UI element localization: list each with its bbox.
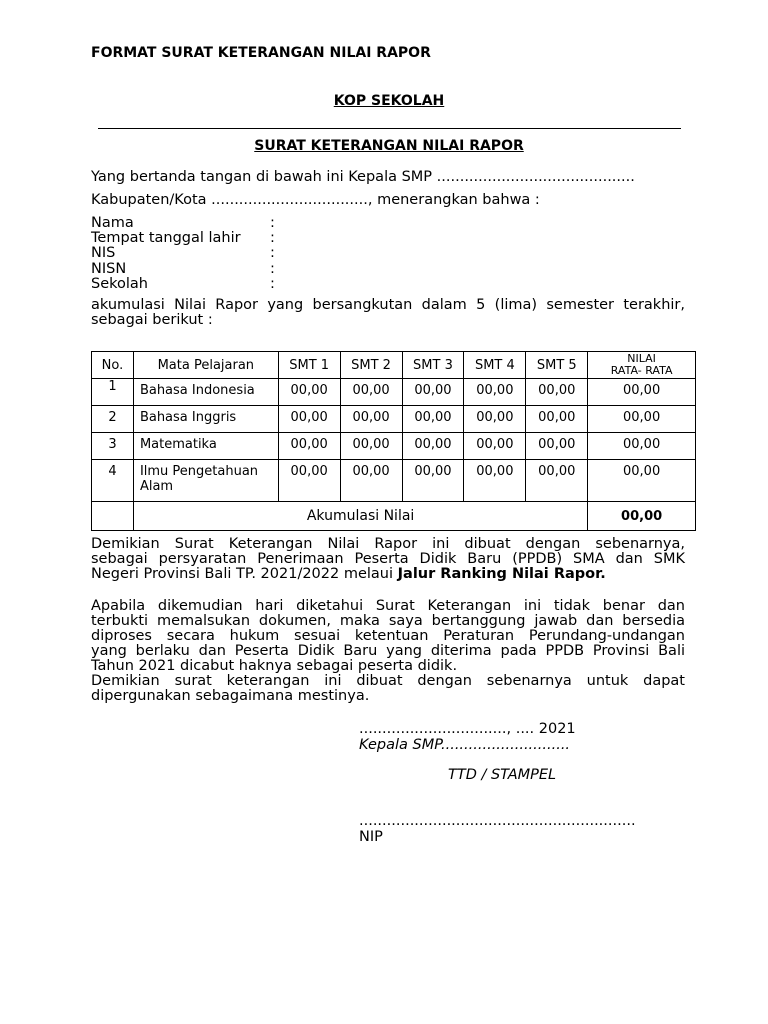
cell-subject xyxy=(133,460,278,502)
cell-smt2: 00,00 xyxy=(340,433,402,460)
cell-average: 00,00 xyxy=(588,433,696,460)
cell-subject: Bahasa Indonesia xyxy=(133,379,278,406)
total-value: 00,00 xyxy=(588,502,696,531)
paragraph-line: dipergunakan sebagaimana mestinya. xyxy=(91,688,370,704)
signature-name-line: ............................................................ xyxy=(359,813,636,829)
cell-subject-line: Ilmu Pengetahuan xyxy=(139,464,259,479)
signature-stamp-placeholder: TTD / STAMPEL xyxy=(448,767,557,783)
header-average-line2: RATA- RATA xyxy=(610,364,673,377)
table-row xyxy=(92,433,696,460)
cell-no: 2 xyxy=(92,406,134,433)
declaration-paragraph xyxy=(91,599,685,704)
cell-empty xyxy=(92,502,134,531)
cell-smt4: 00,00 xyxy=(464,379,526,406)
cell-smt5: 00,00 xyxy=(526,406,588,433)
identity-colon: : xyxy=(270,245,275,261)
signature-place-date: ................................, .... 2021 xyxy=(359,721,576,737)
cell-smt5: 00,00 xyxy=(526,460,588,502)
cell-smt2: 00,00 xyxy=(340,460,402,502)
intro-line-principal: Yang bertanda tangan di bawah ini Kepala SMP ........................................... xyxy=(91,169,635,185)
paragraph-line: sebagai berikut : xyxy=(91,312,213,328)
school-letterhead-heading: KOP SEKOLAH xyxy=(333,93,445,109)
identity-label-ttl: Tempat tanggal lahir xyxy=(91,230,241,246)
identity-label-nis: NIS xyxy=(91,245,116,261)
header-smt3: SMT 3 xyxy=(402,352,464,379)
paragraph-line: akumulasi Nilai Rapor yang bersangkutan dalam 5 (lima) semester terakhir, xyxy=(91,297,685,313)
cell-smt1: 00,00 xyxy=(278,406,340,433)
cell-no: 3 xyxy=(92,433,134,460)
cell-subject: Matematika xyxy=(133,433,278,460)
cell-subject: Bahasa Inggris xyxy=(133,406,278,433)
identity-colon: : xyxy=(270,230,275,246)
header-smt4: SMT 4 xyxy=(464,352,526,379)
identity-colon: : xyxy=(270,276,275,292)
identity-colon: : xyxy=(270,215,275,231)
cell-subject-line: Alam xyxy=(139,479,174,494)
cell-average: 00,00 xyxy=(588,406,696,433)
paragraph-line: Tahun 2021 dicabut haknya sebagai peserta didik. xyxy=(91,658,458,674)
cell-smt1: 00,00 xyxy=(278,460,340,502)
header-no: No. xyxy=(92,352,134,379)
cell-average: 00,00 xyxy=(588,379,696,406)
cell-average: 00,00 xyxy=(588,460,696,502)
identity-label-nisn: NISN xyxy=(91,261,127,277)
header-smt2: SMT 2 xyxy=(340,352,402,379)
total-label: Akumulasi Nilai xyxy=(133,502,587,531)
paragraph-line: Apabila dikemudian hari diketahui Surat Keterangan ini tidak benar dan xyxy=(91,598,685,614)
cell-smt5: 00,00 xyxy=(526,433,588,460)
letter-title: SURAT KETERANGAN NILAI RAPOR xyxy=(254,138,524,154)
cell-smt1: 00,00 xyxy=(278,433,340,460)
paragraph-line: diproses secara hukum sesuai ketentuan Peraturan Perundang-undangan xyxy=(91,628,685,644)
paragraph-line: Demikian Surat Keterangan Nilai Rapor ini dibuat dengan sebenarnya, xyxy=(91,536,685,552)
cell-smt3: 00,00 xyxy=(402,433,464,460)
paragraph-line: Demikian surat keterangan ini dibuat dengan sebenarnya untuk dapat xyxy=(91,673,685,689)
identity-label-nama: Nama xyxy=(91,215,134,231)
paragraph-line: yang berlaku dan Peserta Didik Baru yang diterima pada PPDB Provinsi Bali xyxy=(91,643,685,659)
paragraph-line xyxy=(91,567,685,582)
paragraph-text: Negeri Provinsi Bali TP. 2021/2022 melaui xyxy=(91,566,398,582)
paragraph-line: sebagai persyaratan Penerimaan Peserta Didik Baru (PPDB) SMA dan SMK xyxy=(91,551,685,567)
cell-smt5: 00,00 xyxy=(526,379,588,406)
header-smt5: SMT 5 xyxy=(526,352,588,379)
header-average-line1: NILAI xyxy=(627,352,656,365)
header-subject: Mata Pelajaran xyxy=(133,352,278,379)
cell-smt3: 00,00 xyxy=(402,406,464,433)
identity-colon: : xyxy=(270,261,275,277)
signature-nip: NIP xyxy=(359,829,383,845)
table-row xyxy=(92,379,696,406)
cell-smt2: 00,00 xyxy=(340,406,402,433)
cell-no: 1 xyxy=(92,379,134,406)
table-row xyxy=(92,406,696,433)
intro-line-regency: Kabupaten/Kota .................................., menerangkan bahwa : xyxy=(91,192,540,208)
paragraph-line: terbukti memalsukan dokumen, maka saya bertanggung jawab dan bersedia xyxy=(91,613,685,629)
header-smt1: SMT 1 xyxy=(278,352,340,379)
jalur-ranking-emphasis: Jalur Ranking Nilai Rapor. xyxy=(397,566,606,582)
identity-label-sekolah: Sekolah xyxy=(91,276,148,292)
header-average xyxy=(588,352,696,379)
grades-table xyxy=(91,351,696,531)
cell-smt1: 00,00 xyxy=(278,379,340,406)
closing-paragraph-ppdb xyxy=(91,537,685,582)
cell-smt2: 00,00 xyxy=(340,379,402,406)
cell-smt3: 00,00 xyxy=(402,460,464,502)
cell-smt4: 00,00 xyxy=(464,433,526,460)
cell-smt3: 00,00 xyxy=(402,379,464,406)
cell-smt4: 00,00 xyxy=(464,406,526,433)
document-format-title: FORMAT SURAT KETERANGAN NILAI RAPOR xyxy=(91,45,431,61)
table-row xyxy=(92,460,696,502)
table-header-row xyxy=(92,352,696,379)
cell-no: 4 xyxy=(92,460,134,502)
letterhead-divider xyxy=(98,128,681,129)
cell-smt4: 00,00 xyxy=(464,460,526,502)
accumulation-intro-paragraph xyxy=(91,298,685,328)
table-total-row xyxy=(92,502,696,531)
signature-role: Kepala SMP............................ xyxy=(359,737,571,753)
